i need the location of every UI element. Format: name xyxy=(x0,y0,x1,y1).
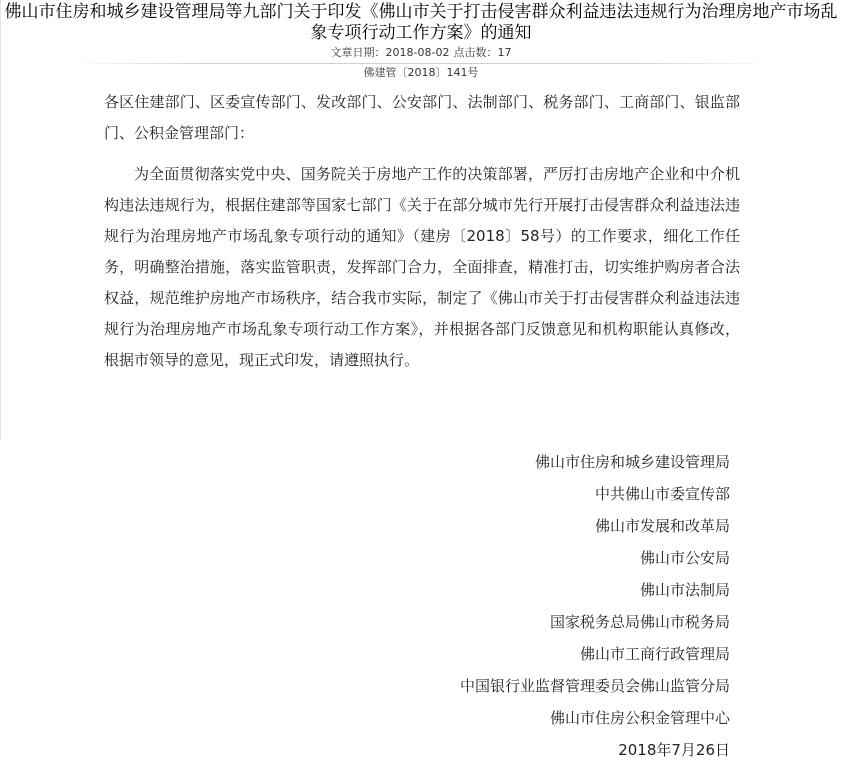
signatory: 佛山市工商行政管理局 xyxy=(579,645,730,663)
signatory: 中国银行业监督管理委员会佛山监管分局 xyxy=(459,677,730,695)
notice-body xyxy=(104,87,740,376)
article-meta xyxy=(0,46,842,60)
signatory: 中共佛山市委宣传部 xyxy=(594,485,730,503)
clicks-value: 17 xyxy=(497,46,512,59)
date-label: 文章日期： xyxy=(330,46,386,59)
signatory: 佛山市公安局 xyxy=(639,549,730,567)
signature-block xyxy=(460,446,730,766)
date-value: 2018-08-02 xyxy=(385,46,450,59)
signatory: 佛山市住房和城乡建设管理局 xyxy=(534,453,730,471)
sign-date: 2018年7月26日 xyxy=(618,741,730,759)
body-paragraph: 为全面贯彻落实党中央、国务院关于房地产工作的决策部署，严厉打击房地产企业和中介机构违法违规行为，根据住建部等国家七部门《关于在部分城市先行开展打击侵害群众利益违法违规行为治理房地产市场乱象专项行动的通知》（建房〔2018〕58号）的工作要求，细化工作任务，明确整治措施，落实监管职责，发挥部门合力，全面排查，精准打击，切实维护购房者合法权益，规范维护房地产市场秩序，结合我市实际，制定了《佛山市关于打击侵害群众利益违法违规行为治理房地产市场乱象专项行动工作方案》，并根据各部门反馈意见和机构职能认真修改，根据市领导的意见，现正式印发，请遵照执行。 xyxy=(104,165,740,369)
signatory: 佛山市住房公积金管理中心 xyxy=(549,709,730,727)
header-divider xyxy=(70,63,772,64)
notice-title: 佛山市住房和城乡建设管理局等九部门关于印发《佛山市关于打击侵害群众利益违法违规行为治理房地产市场乱象专项行动工作方案》的通知 xyxy=(4,2,838,43)
clicks-label: 点击数： xyxy=(453,46,498,59)
signatory: 佛山市发展和改革局 xyxy=(594,517,730,535)
addressee: 各区住建部门、区委宣传部门、发改部门、公安部门、法制部门、税务部门、工商部门、银监部门、公积金管理部门： xyxy=(104,93,740,142)
signatory: 佛山市法制局 xyxy=(639,581,730,599)
signatory: 国家税务总局佛山市税务局 xyxy=(549,613,730,631)
document-number: 佛建管〔2018〕141号 xyxy=(363,66,479,79)
